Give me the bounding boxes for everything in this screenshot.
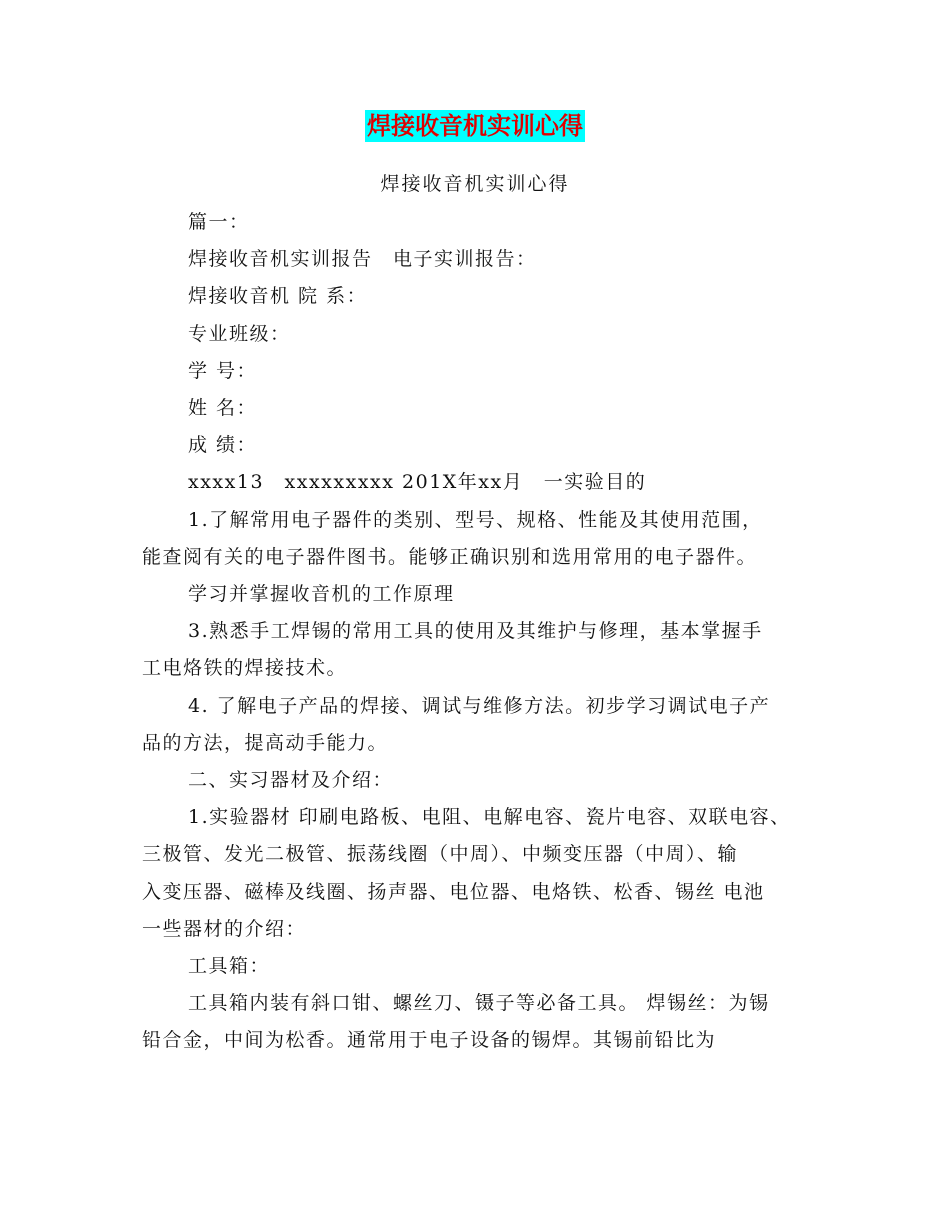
text-line: 姓 名： bbox=[188, 397, 258, 420]
text-line: 工电烙铁的焊接技术。 bbox=[142, 657, 348, 680]
text-line: 3.熟悉手工焊锡的常用工具的使用及其维护与修理，基本掌握手 bbox=[188, 620, 763, 643]
text-line: xxxx13 xxxxxxxxx 201X年xx月 一实验目的 bbox=[188, 471, 647, 494]
text-line: 专业班级： bbox=[188, 322, 291, 345]
text-line: 三极管、发光二极管、振荡线圈（中周）、中频变压器（中周）、输 bbox=[142, 843, 739, 866]
text-line: 1.实验器材 印刷电路板、电阻、电解电容、瓷片电容、双联电容、 bbox=[188, 806, 791, 829]
text-line: 一些器材的介绍： bbox=[142, 917, 307, 940]
text-line: 焊接收音机实训报告 电子实训报告： bbox=[188, 248, 537, 271]
text-line: 工具箱内装有斜口钳、螺丝刀、镊子等必备工具。 焊锡丝：为锡 bbox=[188, 992, 770, 1015]
text-line: 学 号： bbox=[188, 359, 258, 382]
text-line: 1.了解常用电子器件的类别、型号、规格、性能及其使用范围， bbox=[188, 508, 763, 531]
document-title: 焊接收音机实训心得 bbox=[367, 112, 583, 140]
document-subtitle: 焊接收音机实训心得 bbox=[380, 173, 570, 195]
text-line: 4. 了解电子产品的焊接、调试与维修方法。初步学习调试电子产 bbox=[188, 694, 771, 717]
title-container bbox=[0, 110, 950, 142]
text-line: 篇一： bbox=[188, 211, 250, 233]
text-line: 学习并掌握收音机的工作原理 bbox=[188, 583, 455, 606]
text-line: 工具箱： bbox=[188, 955, 271, 978]
text-line: 能查阅有关的电子器件图书。能够正确识别和选用常用的电子器件。 bbox=[142, 545, 758, 568]
text-line: 铅合金，中间为松香。通常用于电子设备的锡焊。其锡前铅比为 bbox=[142, 1029, 717, 1052]
text-line: 焊接收音机 院 系： bbox=[188, 285, 368, 308]
document-body bbox=[142, 204, 832, 1060]
text-line: 二、实习器材及介绍： bbox=[188, 769, 394, 792]
text-line: 成 绩： bbox=[188, 434, 258, 457]
text-line: 品的方法，提高动手能力。 bbox=[142, 731, 389, 754]
text-line: 入变压器、磁棒及线圈、扬声器、电位器、电烙铁、松香、锡丝 电池 bbox=[142, 880, 765, 903]
